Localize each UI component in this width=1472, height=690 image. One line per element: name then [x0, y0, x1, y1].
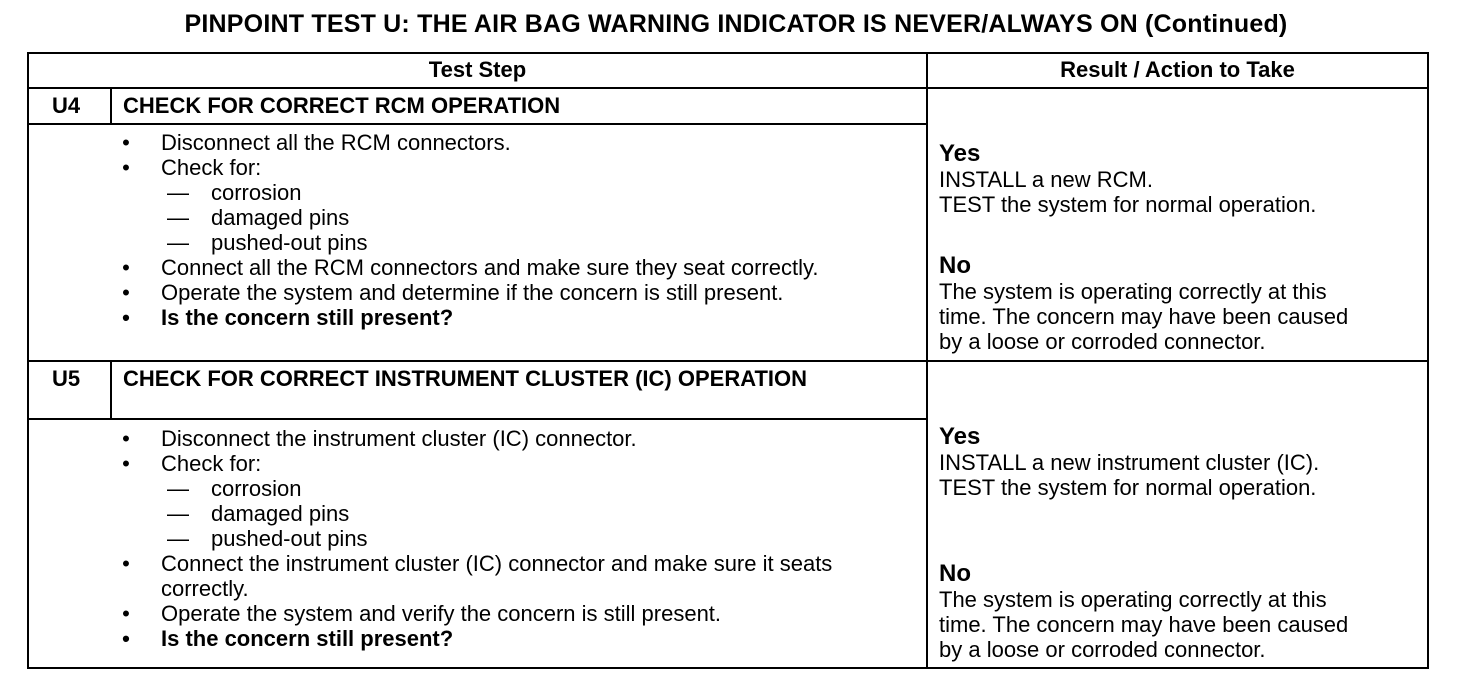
sub-list-item [121, 205, 971, 230]
no-line: The system is operating correctly at this [939, 279, 1327, 304]
step-id-u5: U5 [52, 366, 81, 391]
dash-marker: — [167, 501, 189, 526]
bullet-marker: • [122, 130, 130, 155]
yes-line: TEST the system for normal operation. [939, 475, 1317, 500]
dash-marker: — [167, 180, 189, 205]
bullet-item [121, 255, 921, 280]
no-line: The system is operating correctly at this [939, 587, 1327, 612]
sub-list-item [121, 501, 971, 526]
sub-list-item [121, 526, 971, 551]
sub-list-item [121, 180, 971, 205]
bullet-item [121, 130, 921, 155]
bullet-item [121, 601, 921, 626]
u4-title-divider [27, 123, 928, 125]
bullet-marker: • [122, 601, 130, 626]
header-row-divider [27, 87, 1429, 89]
step-divider [27, 360, 1429, 362]
item-text: Check for: [161, 451, 262, 476]
header-result-action: Result / Action to Take [1060, 57, 1295, 82]
yes-line: INSTALL a new RCM. [939, 167, 1153, 192]
bullet-marker: • [122, 305, 130, 330]
step-id-u4: U4 [52, 93, 81, 118]
yes-line: INSTALL a new instrument cluster (IC). [939, 450, 1320, 475]
sub-list-item [121, 230, 971, 255]
question-item [121, 305, 921, 330]
no-label: No [939, 560, 971, 587]
step-title-u4: CHECK FOR CORRECT RCM OPERATION [123, 93, 561, 118]
step-title-u5: CHECK FOR CORRECT INSTRUMENT CLUSTER (IC) OPERATION [123, 366, 808, 391]
item-text: damaged pins [211, 205, 350, 230]
dash-marker: — [167, 230, 189, 255]
yes-label: Yes [939, 423, 981, 450]
yes-line: TEST the system for normal operation. [939, 192, 1317, 217]
step-items-u5 [121, 426, 971, 651]
bullet-item [121, 451, 921, 476]
result-no-u4 [939, 253, 1419, 354]
dash-marker: — [167, 526, 189, 551]
item-text: Is the concern still present? [161, 305, 454, 330]
no-line: time. The concern may have been caused [939, 304, 1349, 329]
bullet-item [121, 426, 921, 451]
header-test-step: Test Step [428, 57, 527, 82]
item-text: corrosion [211, 476, 302, 501]
item-text: pushed-out pins [211, 526, 368, 551]
bullet-item [121, 551, 921, 601]
bullet-marker: • [122, 426, 130, 451]
result-yes-u4 [939, 141, 1419, 217]
item-text: Disconnect the instrument cluster (IC) connector. [161, 426, 637, 451]
result-no-u5 [939, 561, 1419, 662]
no-label: No [939, 252, 971, 279]
item-text: Disconnect all the RCM connectors. [161, 130, 511, 155]
no-line: by a loose or corroded connector. [939, 329, 1266, 354]
item-text: Is the concern still present? [161, 626, 454, 651]
bullet-marker: • [122, 280, 130, 305]
item-text: damaged pins [211, 501, 350, 526]
sub-list-item [121, 476, 971, 501]
bullet-item [121, 280, 921, 305]
bullet-marker: • [122, 255, 130, 280]
bullet-marker: • [122, 451, 130, 476]
item-text: pushed-out pins [211, 230, 368, 255]
bullet-marker: • [122, 155, 130, 180]
step-items-u4 [121, 130, 971, 330]
bullet-marker: • [122, 626, 130, 651]
question-item [121, 626, 921, 651]
item-text: Connect all the RCM connectors and make sure they seat correctly. [161, 255, 819, 280]
item-text: Check for: [161, 155, 262, 180]
bullet-item [121, 155, 921, 180]
u5-title-divider [27, 418, 928, 420]
u4-id-divider [110, 88, 112, 124]
dash-marker: — [167, 476, 189, 501]
yes-label: Yes [939, 140, 981, 167]
item-text: Connect the instrument cluster (IC) connector and make sure it seats correctly. [161, 551, 833, 601]
item-text: Operate the system and determine if the concern is still present. [161, 280, 784, 305]
dash-marker: — [167, 205, 189, 230]
page-title: PINPOINT TEST U: THE AIR BAG WARNING INDICATOR IS NEVER/ALWAYS ON (Continued) [184, 10, 1288, 38]
item-text: corrosion [211, 180, 302, 205]
u5-id-divider [110, 361, 112, 419]
bullet-marker: • [122, 551, 130, 576]
no-line: by a loose or corroded connector. [939, 637, 1266, 662]
result-yes-u5 [939, 424, 1419, 500]
no-line: time. The concern may have been caused [939, 612, 1349, 637]
item-text: Operate the system and verify the concern is still present. [161, 601, 722, 626]
